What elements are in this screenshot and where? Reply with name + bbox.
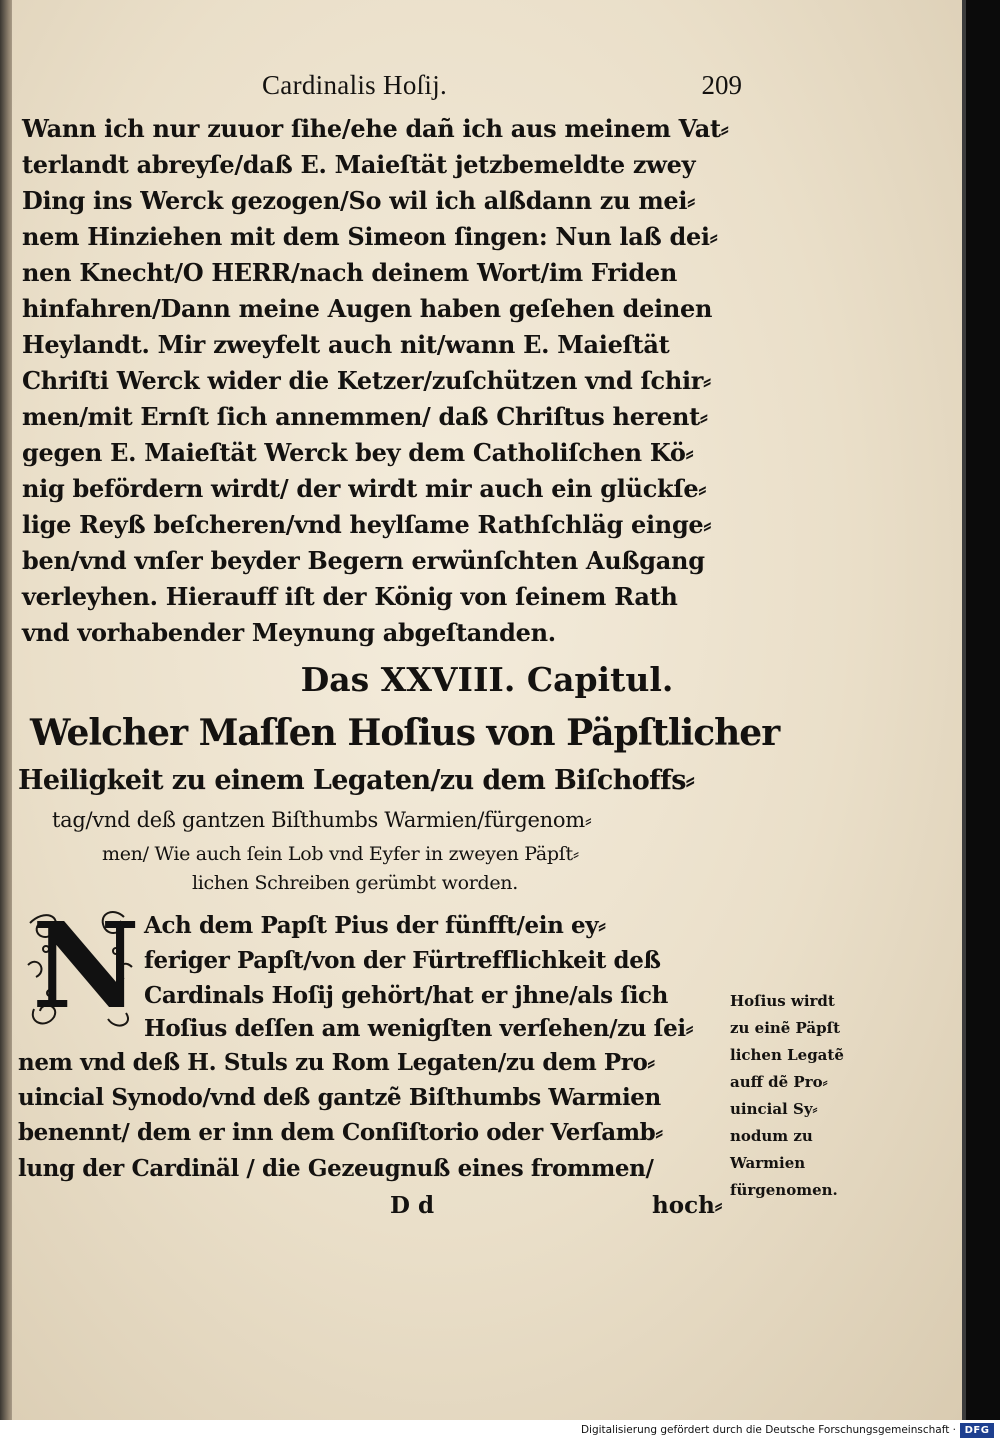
body-line: nig befördern wirdt/ der wirdt mir auch ein glückſe⸗ bbox=[22, 474, 707, 503]
chapter-summary-line: men/ Wie auch ſein Lob vnd Eyfer in zweyen Päpſt⸗ bbox=[102, 843, 579, 865]
marginal-note-line: auff dẽ Pro⸗ bbox=[730, 1073, 828, 1091]
dfg-logo-icon: DFG bbox=[960, 1423, 994, 1438]
book-page bbox=[12, 0, 962, 1420]
marginal-note-line: uincial Sy⸗ bbox=[730, 1100, 818, 1118]
dropcap-letter: N bbox=[32, 896, 140, 1035]
body-line: Ding ins Werck gezogen/So wil ich alßdann zu mei⸗ bbox=[22, 186, 695, 215]
chapter-summary-line: Heiligkeit zu einem Legaten/zu dem Biſchoffs⸗ bbox=[18, 765, 695, 796]
body-line: Chriſti Werck wider die Ketzer/zuſchützen vnd ſchir⸗ bbox=[22, 366, 711, 395]
body-line: lige Reyß beſcheren/vnd heylſame Rathſchläg einge⸗ bbox=[22, 510, 712, 539]
marginal-note-line: nodum zu bbox=[730, 1127, 813, 1145]
paragraph-line: Ach dem Papſt Pius der fünfft/ein ey⸗ bbox=[144, 912, 606, 939]
paragraph-line: Hoſius deſſen am wenigſten verſehen/zu ſei⸗ bbox=[144, 1015, 693, 1042]
body-line: hinfahren/Dann meine Augen haben geſehen deinen bbox=[22, 294, 713, 323]
body-line: nem Hinziehen mit dem Simeon ſingen: Nun laß dei⸗ bbox=[22, 222, 718, 251]
marginal-note-line: Warmien bbox=[730, 1154, 806, 1172]
body-line: nen Knecht/O HERR/nach deinem Wort/im Friden bbox=[22, 258, 678, 287]
running-head: Cardinalis Hoſij. bbox=[262, 70, 448, 100]
chapter-summary-line: Welcher Maſſen Hoſius von Päpſtlicher bbox=[30, 712, 780, 754]
scan-border-right bbox=[962, 0, 1000, 1420]
body-line: men/mit Ernſt ſich annemmen/ daß Chriſtus herent⸗ bbox=[22, 402, 708, 431]
marginal-note-line: zu einẽ Päpſt bbox=[730, 1019, 841, 1037]
body-line: vnd vorhabender Meynung abgeſtanden. bbox=[22, 618, 556, 647]
marginal-note-line: lichen Legatẽ bbox=[730, 1046, 844, 1064]
body-line: terlandt abreyſe/daß E. Maieſtät jetzbemeldte zwey bbox=[22, 150, 696, 179]
marginal-note-line: Hoſius wirdt bbox=[730, 992, 835, 1010]
ornamental-initial bbox=[24, 896, 140, 1035]
paragraph-line: lung der Cardinäl / die Gezeugnuß eines frommen/ bbox=[18, 1155, 654, 1182]
signature-mark: D d bbox=[390, 1192, 435, 1219]
chapter-summary-line: lichen Schreiben gerümbt worden. bbox=[192, 872, 518, 894]
catchword: hoch⸗ bbox=[652, 1192, 723, 1219]
funding-credit: Digitalisierung gefördert durch die Deutsche Forschungsgemeinschaft · bbox=[580, 1424, 956, 1436]
body-line: ben/vnd vnſer beyder Begern erwünſchten Außgang bbox=[22, 546, 705, 575]
paragraph-line: nem vnd deß H. Stuls zu Rom Legaten/zu dem Pro⸗ bbox=[18, 1049, 655, 1076]
chapter-summary-line: tag/vnd deß gantzen Biſthumbs Warmien/fürgenom⸗ bbox=[52, 808, 592, 832]
body-line: Heylandt. Mir zweyfelt auch nit/wann E. Maieſtät bbox=[22, 330, 670, 359]
page-number: 209 bbox=[701, 70, 742, 100]
marginal-note bbox=[730, 988, 870, 1204]
chapter-heading: Das XXVIII. Capitul. bbox=[300, 660, 674, 699]
paragraph-line: uincial Synodo/vnd deß gantzẽ Biſthumbs Warmien bbox=[18, 1084, 661, 1111]
paragraph-line: feriger Papſt/von der Fürtrefflichkeit deß bbox=[144, 947, 661, 974]
body-line: verleyhen. Hierauff iſt der König von ſeinem Rath bbox=[22, 582, 678, 611]
page-header bbox=[262, 70, 742, 110]
body-line: Wann ich nur zuuor ſihe/ehe dañ ich aus meinem Vat⸗ bbox=[22, 114, 729, 143]
body-line: gegen E. Maieſtät Werck bey dem Catholiſchen Kö⸗ bbox=[22, 438, 694, 467]
marginal-note-line: fürgenomen. bbox=[730, 1181, 838, 1199]
paragraph-line: benennt/ dem er inn dem Conſiſtorio oder Verſamb⸗ bbox=[18, 1119, 663, 1146]
footer-bar bbox=[0, 1420, 1000, 1443]
scan-edge-line bbox=[962, 0, 966, 1420]
paragraph-line: Cardinals Hoſij gehört/hat er jhne/als ſich bbox=[144, 982, 668, 1009]
